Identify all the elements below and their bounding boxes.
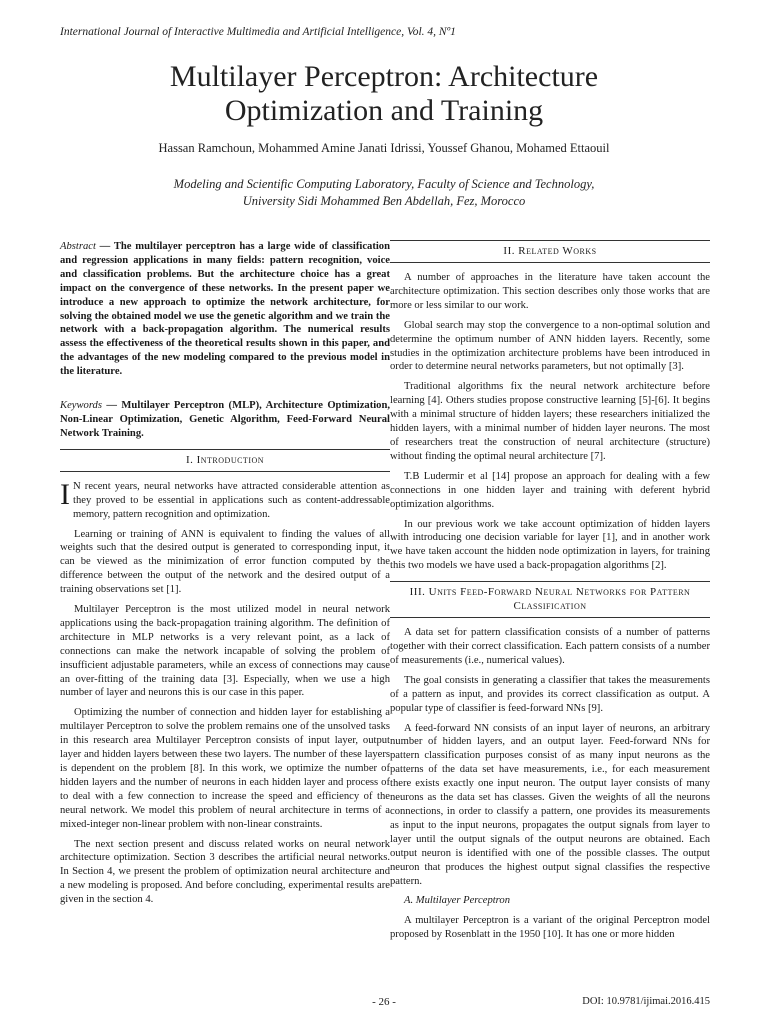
abstract (60, 240, 390, 379)
abstract-text: — The multilayer perceptron has a large wide of classification and regression applications in many fields: pattern recognition, voice and classification problems. But the architecture choice has a great impact on the convergence of these networks. In the present paper we introduce a new approach to optimize the network architecture, for solving the obtained model we use the genetic algorithm and we train the network with a back-propagation algorithm. The numerical results assess the effectiveness of the theoretical results shown in this paper, and the advantages of the new modeling compared to the previous model in the literature. (60, 241, 390, 378)
intro-paragraph-3: Multilayer Perceptron is the most utilized model in neural network applications using the back-propagation training algorithm. The definition of architecture in MLP networks is a very relevant point, as a lack of connections can make the network incapable of solving the problem of insufficient adjustable parameters, while an excess of connections may cause an over-fitting of the training data [3]. Especially, when we use a high number of layer and neurons this is our case in this paper. (60, 604, 390, 699)
intro-paragraph-5: The next section present and discuss related works on neural network architecture optimization. Section 3 describes the artificial neural networks. In Section 4, we present the problem of optimization neural architecture and a new modeling is proposed. And before concluding, experimental results are given in the section 4. (60, 838, 390, 906)
section3-paragraph-3: A feed-forward NN consists of an input layer of neurons, an arbitrary number of hidden layers, and an output layer. Feed-forward NNs for pattern classification purposes consist of as many input neurons as the patterns of the data set have measurements, i.e., for each measurement there exists exactly one input neuron. The output layer consists of many neurons as the data set has classes. Given the weights of all the neurons connections, in order to classify a pattern, one provides its measurements as input to the input neurons, propagates the output signals from layer to layer until the output signals of the output neurons are obtained. Each output neuron is identified with one of the possible classes. The output neuron that produces the highest output signal classifies the respective pattern. (390, 722, 710, 887)
right-column (390, 240, 710, 948)
intro-paragraph-4: Optimizing the number of connection and hidden layer for establishing a multilayer Perceptron to solve the problem remains one of the unsolved tasks in this research area Multilayer Perceptron consists of input layer, output layer and hidden layers between these two layers. The number of these layers is dependent on the problem [8]. In this work, we optimize the number of hidden layers and the number of neurons in each hidden layer and process of to deal with a few connection to increase the speed and efficiency of the neural network. We model this problem of neural architecture in terms of a mixed-integer non-linear problem with non-linear constraints. (60, 707, 390, 830)
related-paragraph-4: T.B Ludermir et al [14] propose an approach for dealing with a few connections in one hidden layer and training with deferent hybrid optimization algorithms. (390, 470, 710, 510)
related-paragraph-5: In our previous work we take account optimization of hidden layers with introducing one decision variable for layer [1], and in another work we have taken account the hidden node optimization in layers, for training this two models we have used a back-propagation algorithms [2]. (390, 518, 710, 572)
affiliation-line-1: Modeling and Scientific Computing Laboratory, Faculty of Science and Technology, (173, 177, 595, 191)
subsection-heading-mlp: A. Multilayer Perceptron (404, 895, 511, 907)
intro-paragraph-1 (60, 477, 390, 522)
section-heading-related-works: II. Related Works (390, 240, 710, 263)
intro-p1-text: N recent years, neural networks have attracted considerable attention as they proved to be essential in applications such as content-addressable memory, pattern recognition and optimization. (73, 480, 390, 520)
author-list: Hassan Ramchoun, Mohammed Amine Janati Idrissi, Youssef Ghanou, Mohamed Ettaouil (158, 141, 610, 155)
left-column (60, 240, 390, 913)
section3-heading-line-2: Classification (513, 600, 587, 613)
title-line-1: Multilayer Perceptron: Architecture (169, 60, 599, 93)
section3-paragraph-1: A data set for pattern classification consists of a number of patterns together with their correct classification. Each pattern consists of a number of measurements (i.e., numerical values). (390, 627, 710, 666)
related-paragraph-1: A number of approaches in the literature have taken account the architecture optimization. This section describes only those works that are more or less similar to our work. (390, 272, 710, 311)
keywords-text: — Multilayer Perceptron (MLP), Architecture Optimization, Non-Linear Optimization, Genetic Algorithm, Feed-Forward Neural Network Training. (60, 400, 390, 439)
intro-paragraph-2: Learning or training of ANN is equivalent to finding the values of all weights such that the desired output is generated to corresponding input, it can be viewed as the minimization of error function computed by the difference between the output of the network and the desired output of a training observations set [1]. (60, 528, 390, 596)
journal-header: International Journal of Interactive Multimedia and Artificial Intelligence, Vol. 4, Nº1 (60, 26, 456, 38)
dropcap-letter: I (60, 477, 70, 511)
keywords (60, 399, 390, 441)
section3-heading-line-1: III. Units Feed-Forward Neural Networks for Pattern (409, 586, 691, 599)
section3-paragraph-4: A multilayer Perceptron is a variant of the original Perceptron model proposed by Rosenblatt in the 1950 [10]. It has one or more hidden (390, 915, 710, 941)
title-line-2: Optimization and Training (224, 94, 544, 127)
section3-paragraph-2: The goal consists in generating a classifier that takes the measurements of a pattern as input, and provides its correct classification as output. A popular type of classifier is feed-forward NNs [9]. (390, 674, 710, 714)
affiliation (0, 176, 768, 210)
affiliation-line-2: University Sidi Mohammed Ben Abdellah, Fez, Morocco (242, 194, 526, 208)
keywords-label: Keywords (60, 400, 102, 412)
section-heading-introduction: I. Introduction (60, 449, 390, 472)
related-paragraph-3: Traditional algorithms fix the neural network architecture before learning [4]. Others studies propose constructive learning [5]-[6]. It begins with a minimal structure of hidden layers; these researchers initialized the hidden layers, with a minimal number of hidden layer neurons. The most of researchers treat the construction of neural architecture (structure) without finding the optimal neural architecture [7]. (390, 381, 710, 462)
doi-label: DOI: 10.9781/ijimai.2016.415 (582, 996, 710, 1007)
paper-title (0, 60, 768, 128)
related-paragraph-2: Global search may stop the convergence to a non-optimal solution and determine the optimum number of ANN hidden layers. Recently, some studies in the optimization architecture problems have been introduced in order to determine neural networks parameters, but not optimally [3]. (390, 319, 710, 373)
section-heading-feed-forward (390, 581, 710, 618)
page-number: - 26 - (372, 996, 396, 1008)
abstract-label: Abstract (60, 241, 96, 252)
